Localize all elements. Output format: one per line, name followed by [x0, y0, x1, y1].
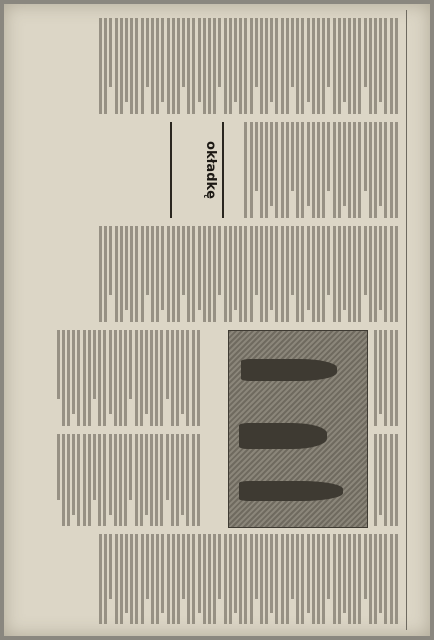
text-line [171, 330, 174, 426]
text-line [161, 330, 164, 426]
text-line [291, 18, 294, 87]
text-line [255, 122, 258, 191]
text-line [322, 534, 325, 624]
text-line [182, 226, 185, 295]
text-line [301, 534, 304, 624]
text-line [99, 226, 102, 322]
text-line [98, 434, 101, 526]
text-line [333, 122, 336, 218]
text-line [327, 226, 330, 295]
text-line [72, 434, 75, 515]
text-line [265, 18, 268, 114]
text-line [208, 226, 211, 322]
text-line [359, 18, 362, 114]
text-line [120, 534, 123, 624]
text-line [115, 18, 118, 114]
text-line [286, 534, 289, 624]
text-line [181, 434, 184, 515]
text-line [301, 18, 304, 114]
text-line [167, 534, 170, 624]
text-line [255, 534, 258, 599]
text-line [224, 534, 227, 624]
text-line [99, 18, 102, 114]
text-line [379, 122, 382, 206]
text-line [62, 434, 65, 526]
text-line [364, 18, 367, 87]
text-line [161, 18, 164, 102]
news-photo [228, 330, 368, 528]
text-line [146, 534, 149, 599]
text-line [234, 18, 237, 102]
text-line [187, 226, 190, 322]
article-column-1 [20, 18, 400, 114]
text-line [57, 434, 60, 500]
text-line [156, 18, 159, 114]
text-line [120, 226, 123, 322]
text-line [140, 434, 143, 526]
text-line [250, 226, 253, 322]
text-line [125, 18, 128, 102]
newspaper-page [4, 4, 430, 636]
text-line [151, 18, 154, 114]
text-line [379, 330, 382, 414]
text-line [67, 330, 70, 426]
text-line [343, 534, 346, 613]
text-line [151, 226, 154, 322]
text-line [369, 18, 372, 114]
article-column-5-bottom [20, 434, 202, 526]
text-line [301, 226, 304, 322]
text-line [348, 122, 351, 218]
text-line [296, 122, 299, 218]
text-line [213, 18, 216, 114]
text-line [338, 18, 341, 114]
text-line [250, 122, 253, 218]
text-line [286, 226, 289, 322]
text-line [110, 534, 113, 599]
text-line [281, 534, 284, 624]
text-line [110, 226, 113, 295]
text-line [99, 534, 102, 624]
text-line [72, 330, 75, 414]
text-line [120, 18, 123, 114]
text-line [307, 226, 310, 310]
text-line [250, 534, 253, 624]
text-line [291, 226, 294, 295]
text-line [186, 330, 189, 426]
rotated-spread [10, 10, 424, 630]
text-line [177, 226, 180, 322]
text-line [374, 122, 377, 218]
text-line [265, 226, 268, 322]
text-line [197, 434, 200, 526]
text-line [317, 18, 320, 114]
text-line [155, 434, 158, 526]
text-line [224, 226, 227, 322]
text-line [141, 18, 144, 114]
text-line [270, 226, 273, 310]
text-line [390, 122, 393, 218]
text-line [348, 226, 351, 322]
text-line [359, 226, 362, 322]
text-line [296, 18, 299, 114]
text-line [103, 434, 106, 526]
text-line [166, 330, 169, 399]
text-line [291, 122, 294, 191]
text-line [384, 226, 387, 322]
text-line [193, 226, 196, 322]
text-line [281, 226, 284, 322]
text-line [374, 18, 377, 114]
text-line [83, 434, 86, 526]
article-column-4-top [372, 330, 400, 426]
text-line [187, 534, 190, 624]
text-line [104, 18, 107, 114]
text-line [317, 122, 320, 218]
photo-figure [239, 423, 327, 449]
text-line [333, 534, 336, 624]
text-line [307, 122, 310, 206]
text-line [176, 330, 179, 426]
text-line [291, 534, 294, 599]
text-line [244, 226, 247, 322]
text-line [260, 226, 263, 322]
text-line [384, 534, 387, 624]
text-line [125, 534, 128, 613]
text-line [109, 434, 112, 515]
text-line [224, 18, 227, 114]
text-line [218, 18, 221, 87]
text-line [192, 330, 195, 426]
text-line [125, 226, 128, 310]
text-line [203, 226, 206, 322]
text-line [57, 330, 60, 399]
text-line [348, 534, 351, 624]
text-line [93, 434, 96, 500]
text-line [110, 18, 113, 87]
text-line [333, 18, 336, 114]
text-line [312, 534, 315, 624]
text-line [364, 122, 367, 191]
text-line [161, 534, 164, 613]
text-line [145, 434, 148, 515]
text-line [176, 434, 179, 526]
text-line [384, 122, 387, 218]
text-line [374, 330, 377, 426]
text-line [343, 226, 346, 310]
text-line [104, 534, 107, 624]
text-line [140, 330, 143, 426]
text-line [307, 18, 310, 102]
text-line [296, 226, 299, 322]
text-line [135, 330, 138, 426]
text-line [229, 226, 232, 322]
text-line [374, 434, 377, 526]
text-line [276, 226, 279, 322]
text-line [151, 534, 154, 624]
text-line [369, 534, 372, 624]
text-line [129, 434, 132, 500]
text-line [353, 534, 356, 624]
text-line [218, 226, 221, 295]
text-line [124, 330, 127, 426]
text-line [312, 122, 315, 218]
text-line [239, 534, 242, 624]
text-line [276, 534, 279, 624]
photo-figure [241, 359, 337, 381]
text-line [124, 434, 127, 526]
text-line [281, 122, 284, 218]
text-line [276, 18, 279, 114]
text-line [166, 434, 169, 500]
text-line [322, 18, 325, 114]
text-line [395, 330, 398, 426]
text-line [348, 18, 351, 114]
text-line [171, 434, 174, 526]
text-line [250, 18, 253, 114]
article-column-5-top [372, 434, 400, 526]
masthead [406, 10, 424, 630]
text-line [193, 18, 196, 114]
text-line [130, 18, 133, 114]
article-column-3 [20, 226, 400, 322]
text-line [353, 226, 356, 322]
text-line [364, 226, 367, 295]
text-line [260, 122, 263, 218]
text-line [198, 226, 201, 310]
text-line [115, 226, 118, 322]
text-line [198, 18, 201, 102]
text-line [390, 534, 393, 624]
text-line [343, 18, 346, 102]
text-line [301, 122, 304, 218]
article-column-6 [20, 534, 400, 624]
text-line [265, 122, 268, 218]
text-line [322, 226, 325, 322]
text-line [193, 534, 196, 624]
text-line [156, 226, 159, 322]
text-line [379, 18, 382, 102]
text-line [145, 330, 148, 414]
text-line [141, 226, 144, 322]
text-line [255, 18, 258, 87]
text-line [88, 330, 91, 426]
text-line [119, 434, 122, 526]
text-line [114, 434, 117, 526]
text-line [333, 226, 336, 322]
text-line [384, 434, 387, 526]
text-line [286, 18, 289, 114]
text-line [369, 226, 372, 322]
text-line [244, 122, 247, 218]
text-line [338, 534, 341, 624]
text-line [260, 534, 263, 624]
text-line [270, 534, 273, 613]
text-line [286, 122, 289, 218]
text-line [353, 18, 356, 114]
text-line [78, 330, 81, 426]
text-line [67, 434, 70, 526]
text-line [156, 534, 159, 624]
text-line [103, 330, 106, 426]
text-line [129, 330, 132, 399]
text-line [114, 330, 117, 426]
text-line [218, 534, 221, 599]
text-line [234, 534, 237, 613]
text-line [172, 534, 175, 624]
text-line [317, 226, 320, 322]
text-line [244, 18, 247, 114]
text-line [244, 534, 247, 624]
text-line [276, 122, 279, 218]
text-line [177, 534, 180, 624]
text-line [327, 18, 330, 87]
text-line [338, 226, 341, 322]
photo-figure [239, 481, 343, 501]
text-line [208, 18, 211, 114]
text-line [390, 226, 393, 322]
text-line [338, 122, 341, 218]
text-line [167, 226, 170, 322]
text-line [197, 330, 200, 426]
text-line [312, 18, 315, 114]
text-line [83, 330, 86, 426]
text-line [395, 434, 398, 526]
text-line [395, 18, 398, 114]
text-line [172, 226, 175, 322]
text-line [146, 226, 149, 295]
text-line [150, 330, 153, 426]
text-line [343, 122, 346, 206]
text-line [161, 226, 164, 310]
text-line [130, 534, 133, 624]
text-line [374, 226, 377, 322]
text-line [62, 330, 65, 426]
text-line [317, 534, 320, 624]
text-line [161, 434, 164, 526]
text-line [260, 18, 263, 114]
text-line [198, 534, 201, 613]
notice-title: okładkę [203, 141, 218, 199]
text-line [104, 226, 107, 322]
text-line [177, 18, 180, 114]
text-line [379, 226, 382, 310]
text-line [98, 330, 101, 426]
text-line [239, 18, 242, 114]
text-line [182, 534, 185, 599]
text-line [270, 18, 273, 102]
text-line [234, 226, 237, 310]
text-line [203, 534, 206, 624]
text-line [239, 226, 242, 322]
text-line [379, 434, 382, 515]
text-line [130, 226, 133, 322]
text-line [322, 122, 325, 218]
text-line [379, 534, 382, 613]
text-line [395, 534, 398, 624]
text-line [312, 226, 315, 322]
text-line [395, 122, 398, 218]
text-line [359, 122, 362, 218]
text-line [88, 434, 91, 526]
text-line [181, 330, 184, 414]
text-line [390, 18, 393, 114]
text-line [384, 18, 387, 114]
text-line [265, 534, 268, 624]
text-line [327, 122, 330, 191]
text-line [187, 18, 190, 114]
text-line [203, 18, 206, 114]
text-line [390, 330, 393, 426]
text-line [364, 534, 367, 599]
text-line [135, 534, 138, 624]
text-line [281, 18, 284, 114]
notice-box [170, 122, 224, 218]
text-line [115, 534, 118, 624]
text-line [172, 18, 175, 114]
text-line [327, 534, 330, 599]
text-line [93, 330, 96, 399]
text-line [192, 434, 195, 526]
text-line [359, 534, 362, 624]
text-line [296, 534, 299, 624]
text-line [369, 122, 372, 218]
text-line [135, 434, 138, 526]
text-line [141, 534, 144, 624]
text-line [213, 534, 216, 624]
text-line [182, 18, 185, 87]
text-line [270, 122, 273, 206]
text-line [390, 434, 393, 526]
text-line [146, 18, 149, 87]
text-line [135, 226, 138, 322]
text-line [353, 122, 356, 218]
text-line [78, 434, 81, 526]
text-line [213, 226, 216, 322]
article-column-4-bottom [20, 330, 202, 426]
text-line [150, 434, 153, 526]
text-line [395, 226, 398, 322]
text-line [135, 18, 138, 114]
text-line [229, 534, 232, 624]
text-line [255, 226, 258, 295]
text-line [229, 18, 232, 114]
text-line [208, 534, 211, 624]
text-line [119, 330, 122, 426]
text-line [186, 434, 189, 526]
text-line [384, 330, 387, 426]
text-line [109, 330, 112, 414]
text-line [155, 330, 158, 426]
text-line [307, 534, 310, 613]
text-line [374, 534, 377, 624]
text-line [167, 18, 170, 114]
